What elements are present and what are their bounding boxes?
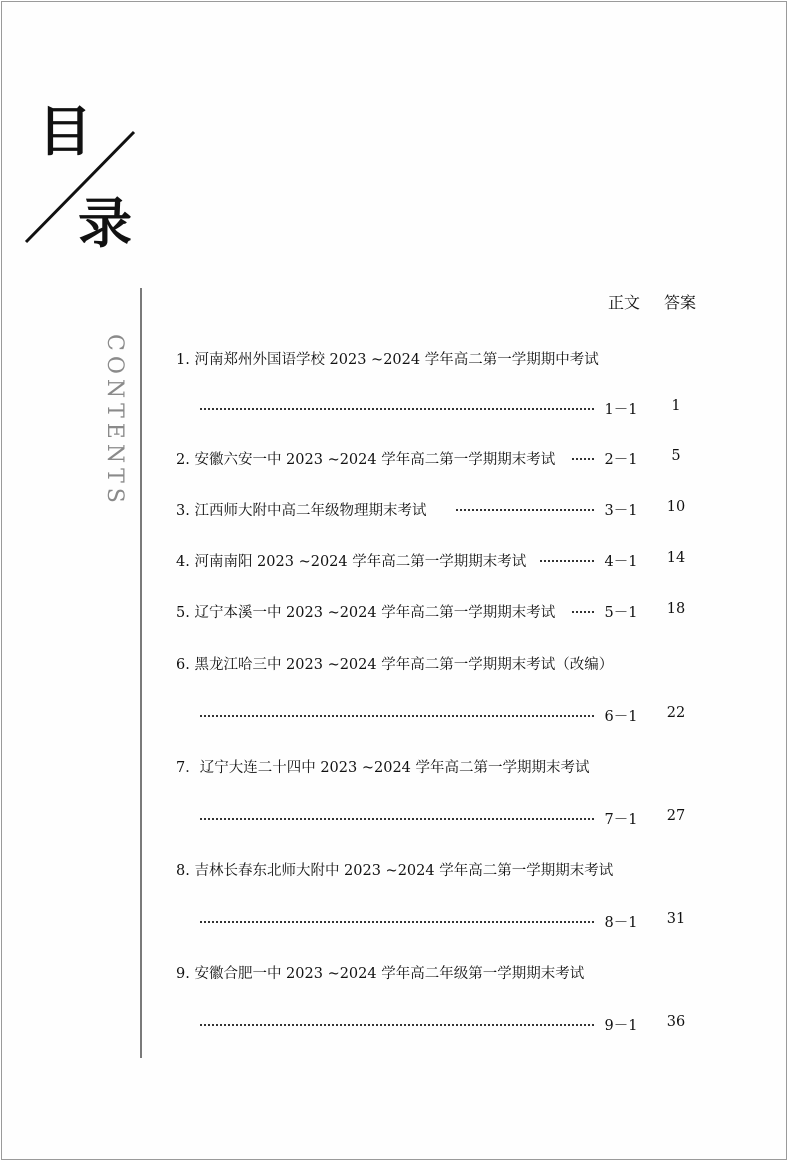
leader-dots	[200, 1010, 594, 1026]
toc-entry-answer-page[interactable]: 18	[666, 601, 686, 617]
toc-entry-answer-page[interactable]: 31	[666, 911, 686, 927]
toc-entry-title[interactable]: 7．辽宁大连二十四中 2023 ~2024 学年高二第一学期期末考试	[176, 760, 590, 776]
toc-entry-page[interactable]: 8－1	[604, 915, 638, 931]
leader-dots	[456, 495, 594, 511]
page	[1, 1, 787, 1160]
toc-entry-title[interactable]: 9. 安徽合肥一中 2023 ~2024 学年高二年级第一学期期末考试	[176, 966, 585, 982]
toc-entry-title[interactable]: 4. 河南南阳 2023 ~2024 学年高二第一学期期末考试	[176, 554, 527, 570]
leader-dots	[200, 394, 594, 410]
toc-entry-page[interactable]: 2－1	[604, 452, 638, 468]
leader-dots	[572, 597, 594, 613]
toc-entry-answer-page[interactable]: 22	[666, 705, 686, 721]
leader-dots	[200, 907, 594, 923]
toc-entry-answer-page[interactable]: 1	[671, 398, 681, 414]
toc-entry-title[interactable]: 6. 黑龙江哈三中 2023 ~2024 学年高二第一学期期末考试（改编）	[176, 657, 614, 673]
toc-entry-title[interactable]: 2. 安徽六安一中 2023 ~2024 学年高二第一学期期末考试	[176, 452, 556, 468]
toc-entry-answer-page[interactable]: 14	[666, 550, 686, 566]
toc-entry-title[interactable]: 3. 江西师大附中高二年级物理期末考试	[176, 503, 427, 519]
toc-entry-page[interactable]: 3－1	[604, 503, 638, 519]
toc-entry-page[interactable]: 9－1	[604, 1018, 638, 1034]
leader-dots	[540, 546, 594, 562]
toc-entry-page[interactable]: 5－1	[604, 605, 638, 621]
toc-entry-title[interactable]: 8. 吉林长春东北师大附中 2023 ~2024 学年高二第一学期期末考试	[176, 863, 614, 879]
toc-entry-page[interactable]: 1－1	[604, 402, 638, 418]
divider-line	[140, 288, 142, 1058]
heading-char-lu: 录	[78, 192, 132, 255]
leader-dots	[572, 444, 594, 460]
heading-char-mu: 目	[38, 100, 92, 163]
toc-entry-page[interactable]: 6－1	[604, 709, 638, 725]
toc-entry-page[interactable]: 4－1	[604, 554, 638, 570]
toc-entry-answer-page[interactable]: 36	[666, 1014, 686, 1030]
column-header-answer: 答案	[664, 293, 697, 312]
toc-entry-answer-page[interactable]: 27	[666, 808, 686, 824]
toc-entry-title[interactable]: 5. 辽宁本溪一中 2023 ~2024 学年高二第一学期期末考试	[176, 605, 556, 621]
toc-entry-answer-page[interactable]: 5	[671, 448, 681, 464]
toc-entry-page[interactable]: 7－1	[604, 812, 638, 828]
toc-entry-answer-page[interactable]: 10	[666, 499, 686, 515]
contents-vertical-label: CONTENTS	[102, 334, 127, 508]
leader-dots	[200, 804, 594, 820]
column-header-main: 正文	[608, 293, 641, 312]
leader-dots	[200, 701, 594, 717]
toc-entry-title[interactable]: 1. 河南郑州外国语学校 2023 ~2024 学年高二第一学期期中考试	[176, 352, 599, 368]
